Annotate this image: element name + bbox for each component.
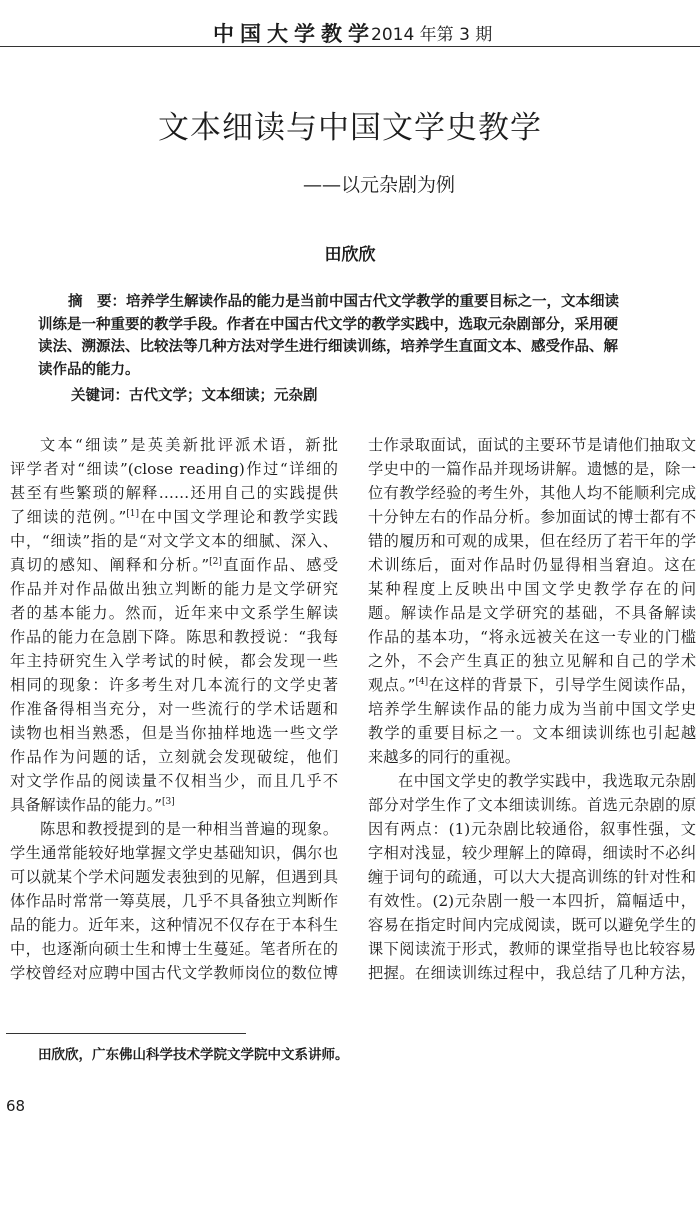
body-line-text: 体作品时常常一筹莫展，几乎不具备独立判断作: [10, 892, 338, 910]
body-column-right: [368, 433, 696, 985]
body-line: [368, 577, 696, 601]
body-line-text: 相同的现象：许多考生对几本流行的文学史著: [10, 676, 338, 694]
body-line: [368, 697, 696, 721]
body-line-text: 观点。”: [368, 676, 416, 694]
body-line-text: 学史中的一篇作品并现场讲解。遗憾的是，除一: [368, 460, 696, 478]
body-line-text: 真切的感知、阐释和分析。”: [10, 556, 210, 574]
body-line-text: 在这样的背景下，引导学生阅读作品，: [428, 676, 696, 694]
body-line: [368, 481, 696, 505]
body-line: [10, 769, 338, 793]
body-line: [10, 481, 338, 505]
abstract-line: 摘 要：培养学生解读作品的能力是当前中国古代文学教学的重要目标之一，文本细读: [68, 294, 619, 310]
body-line: [10, 961, 338, 985]
body-line-text: 年主持研究生入学考试的时候，都会发现一些: [10, 652, 338, 670]
header-rule: [0, 46, 700, 47]
body-line: [10, 673, 338, 697]
body-line-text: 甚至有些繁琐的解释……还用自己的实践提供: [10, 484, 338, 502]
abstract-line: 读法、溯源法、比较法等几种方法对学生进行细读训练，培养学生直面文本、感受作品、解: [38, 339, 618, 355]
page-number: 68: [6, 1097, 26, 1115]
body-line-text: 评学者对“细读”(close reading)作过“详细的: [10, 460, 338, 478]
body-line-text: 某种程度上反映出中国文学史教学存在的问: [368, 580, 696, 598]
body-line-text: 术训练后，面对作品时仍显得相当窘迫。这在: [368, 556, 696, 574]
body-line: [10, 601, 338, 625]
body-line-text: 作品并对作品做出独立判断的能力是文学研究: [10, 580, 338, 598]
body-line: [10, 697, 338, 721]
body-line-text: 题。解读作品是文学研究的基础，不具备解读: [368, 604, 696, 622]
body-line-text: 十分钟左右的作品分析。参加面试的博士都有不: [368, 508, 696, 526]
body-line: [10, 553, 338, 577]
abstract: [38, 291, 662, 381]
body-line-text: 来越多的同行的重视。: [368, 748, 520, 766]
body-line-text: 对文学作品的阅读量不仅相当少，而且几乎不: [10, 772, 338, 790]
body-line: [368, 793, 696, 817]
body-line: [368, 841, 696, 865]
body-line: [368, 673, 696, 697]
body-line-text: 部分对学生作了文本细读训练。首选元杂剧的原: [368, 796, 696, 814]
body-line: [368, 625, 696, 649]
body-line: [368, 529, 696, 553]
body-line: [368, 769, 696, 793]
body-line: [368, 553, 696, 577]
body-line: [368, 649, 696, 673]
body-line: [368, 721, 696, 745]
body-line: [10, 817, 338, 841]
body-line-text: 学生通常能较好地掌握文学史基础知识，偶尔也: [10, 844, 338, 862]
body-line-text: 读物也相当熟悉，但是当你抽样地选一些文学: [10, 724, 338, 742]
body-line: [10, 625, 338, 649]
body-line: [10, 529, 338, 553]
abstract-line: 训练是一种重要的教学手段。作者在中国古代文学的教学实践中，选取元杂剧部分，采用硬: [38, 316, 618, 333]
body-line: [368, 505, 696, 529]
journal-name: 中国大学教学: [213, 21, 375, 46]
author-footnote: 田欣欣，广东佛山科学技术学院文学院中文系讲师。: [38, 1047, 349, 1063]
body-line-text: 容易在指定时间内完成阅读，既可以避免学生的: [368, 916, 696, 934]
body-line-text: 在中国文学理论和教学实践: [139, 508, 338, 526]
body-line: [368, 457, 696, 481]
body-line-text: 陈思和教授提到的是一种相当普遍的现象。: [40, 820, 338, 838]
body-line-text: 学校曾经对应聘中国古代文学教师岗位的数位博: [10, 964, 338, 982]
body-line-text: 文本“细读”是英美新批评派术语，新批: [40, 436, 338, 454]
body-line: [10, 889, 338, 913]
body-line: [10, 457, 338, 481]
citation-marker: [3]: [162, 796, 175, 807]
body-line-text: 在中国文学史的教学实践中，我选取元杂剧: [398, 772, 696, 790]
body-column-left: [10, 433, 338, 985]
body-line-text: 士作录取面试，面试的主要环节是请他们抽取文: [368, 436, 696, 454]
body-line-text: 可以就某个学术问题发表独到的见解，但遇到具: [10, 868, 338, 886]
body-line: [10, 649, 338, 673]
body-line-text: 作品作为问题的话，立刻就会发现破绽，他们: [10, 748, 338, 766]
body-line: [368, 601, 696, 625]
body-line-text: 教学的重要目标之一。文本细读训练也引起越: [368, 724, 696, 742]
body-line-text: 者的基本能力。然而，近年来中文系学生解读: [10, 604, 338, 622]
body-line-text: 品的能力。近年来，这种情况不仅存在于本科生: [10, 916, 338, 934]
body-line-text: 有效性。(2)元杂剧一般一本四折，篇幅适中，: [368, 892, 696, 910]
body-line-text: 中，也逐渐向硕士生和博士生蔓延。笔者所在的: [10, 940, 338, 958]
article-subtitle: ——以元杂剧为例: [303, 174, 456, 196]
body-line: [368, 433, 696, 457]
body-line-text: 把握。在细读训练过程中，我总结了几种方法，: [368, 964, 696, 982]
body-line-text: 因有两点：(1)元杂剧比较通俗，叙事性强，文: [368, 820, 696, 838]
running-header: [0, 0, 700, 46]
body-line: [368, 865, 696, 889]
citation-marker: [2]: [209, 556, 222, 567]
abstract-line: 读作品的能力。: [38, 361, 140, 378]
body-line: [10, 865, 338, 889]
body-line: [368, 745, 696, 769]
body-line: [368, 889, 696, 913]
body-line: [10, 721, 338, 745]
footnote-rule: [6, 1033, 246, 1034]
body-line-text: 课下阅读流于形式，教师的课堂指导也比较容易: [368, 940, 696, 958]
body-line-text: 错的履历和可观的成果，但在经历了若干年的学: [368, 532, 696, 550]
body-line: [368, 913, 696, 937]
body-line-text: 作品的能力在急剧下降。陈思和教授说：“我每: [10, 628, 338, 646]
body-line-text: 培养学生解读作品的能力成为当前中国文学史: [368, 700, 696, 718]
body-line: [10, 433, 338, 457]
body-line: [10, 841, 338, 865]
body-line: [10, 577, 338, 601]
body-line: [10, 913, 338, 937]
body-line-text: 缠于词句的疏通，可以大大提高训练的针对性和: [368, 868, 696, 886]
body-line: [10, 745, 338, 769]
body-line-text: 中，“细读”指的是“对文学文本的细腻、深入、: [10, 532, 338, 550]
body-line: [10, 505, 338, 529]
body-line-text: 了细读的范例。”: [10, 508, 127, 526]
body-line-text: 作准备得相当充分，对一些流行的学术话题和: [10, 700, 338, 718]
body-line: [368, 961, 696, 985]
body-line-text: 字相对浅显，较少理解上的障碍，细读时不必纠: [368, 844, 696, 862]
body-line: [10, 793, 338, 817]
body-line-text: 之外，不会产生真正的独立见解和自己的学术: [368, 652, 696, 670]
citation-marker: [4]: [415, 676, 429, 687]
author-name: 田欣欣: [324, 245, 376, 265]
body-line-text: 位有教学经验的考生外，其他人均不能顺利完成: [368, 484, 696, 502]
issue-number: 2014 年第 3 期: [371, 25, 493, 45]
body-line: [368, 937, 696, 961]
body-line: [368, 817, 696, 841]
body-line-text: 作品的基本功，“将永远被关在这一专业的门槛: [368, 628, 696, 646]
keywords: 关键词：古代文学；文本细读；元杂剧: [71, 388, 318, 404]
body-line-text: 具备解读作品的能力。”: [10, 796, 163, 814]
article-title: 文本细读与中国文学史教学: [158, 110, 542, 146]
citation-marker: [1]: [126, 508, 139, 519]
body-line: [10, 937, 338, 961]
body-line-text: 直面作品、感受: [221, 556, 338, 574]
